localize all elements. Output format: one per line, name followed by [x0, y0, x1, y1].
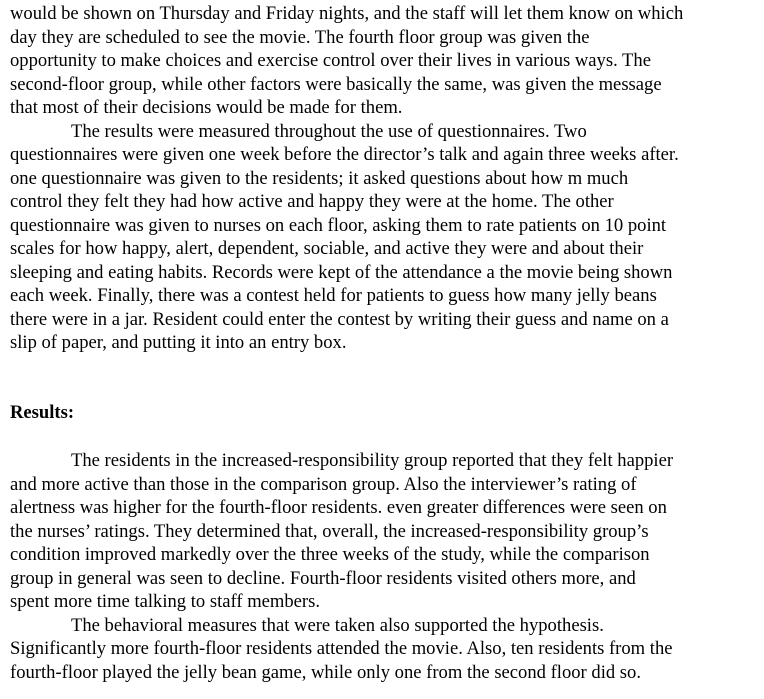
text-line: Significantly more fourth-floor residents attended the movie. Also, ten residents from the: [10, 638, 673, 659]
text-line: The residents in the increased-responsibility group reported that they felt happier: [71, 450, 674, 471]
text-line: condition improved markedly over the three weeks of the study, while the comparison: [10, 544, 650, 565]
text-line: questionnaires were given one week before the director’s talk and again three weeks after.: [10, 144, 679, 165]
text-line: The results were measured throughout the use of questionnaires. Two: [71, 120, 587, 142]
text-line: sleeping and eating habits. Records were kept of the attendance a the movie being shown: [10, 261, 673, 283]
text-line: slip of paper, and putting it into an entry box.: [10, 332, 347, 353]
text-line: that most of their decisions would be made for them.: [10, 97, 403, 118]
results-heading: Results:: [10, 402, 75, 423]
text-line: one questionnaire was given to the residents; it asked questions about how m much: [10, 167, 629, 189]
text-line: opportunity to make choices and exercise control over their lives in various ways. The: [10, 50, 651, 71]
text-line: alertness was higher for the fourth-floor residents. even greater differences were seen on: [10, 497, 667, 518]
text-line: day they are scheduled to see the movie. The fourth floor group was given the: [10, 26, 590, 48]
text-line: control they felt they had how active and happy they were at the home. The other: [10, 191, 614, 212]
text-line: spent more time talking to staff members.: [10, 591, 321, 612]
text-line: the nurses’ ratings. They determined that, overall, the increased-responsibility group’s: [10, 520, 649, 542]
text-line: scales for how happy, alert, dependent, sociable, and active they were and about their: [10, 238, 644, 259]
text-line: The behavioral measures that were taken also supported the hypothesis.: [71, 614, 604, 636]
text-line: group in general was seen to decline. Fourth-floor residents visited others more, and: [10, 567, 636, 589]
text-line: and more active than those in the comparison group. Also the interviewer’s rating of: [10, 473, 637, 495]
text-line: would be shown on Thursday and Friday nights, and the staff will let them know on which: [10, 3, 684, 24]
text-line: there were in a jar. Resident could enter the contest by writing their guess and name on a: [10, 308, 669, 330]
text-line: questionnaire was given to nurses on each floor, asking them to rate patients on 10 point: [10, 214, 667, 236]
text-line: fourth-floor played the jelly bean game, while only one from the second floor did so.: [10, 661, 641, 683]
text-line: second-floor group, while other factors were basically the same, was given the message: [10, 73, 662, 95]
text-line: each week. Finally, there was a contest held for patients to guess how many jelly beans: [10, 285, 657, 306]
